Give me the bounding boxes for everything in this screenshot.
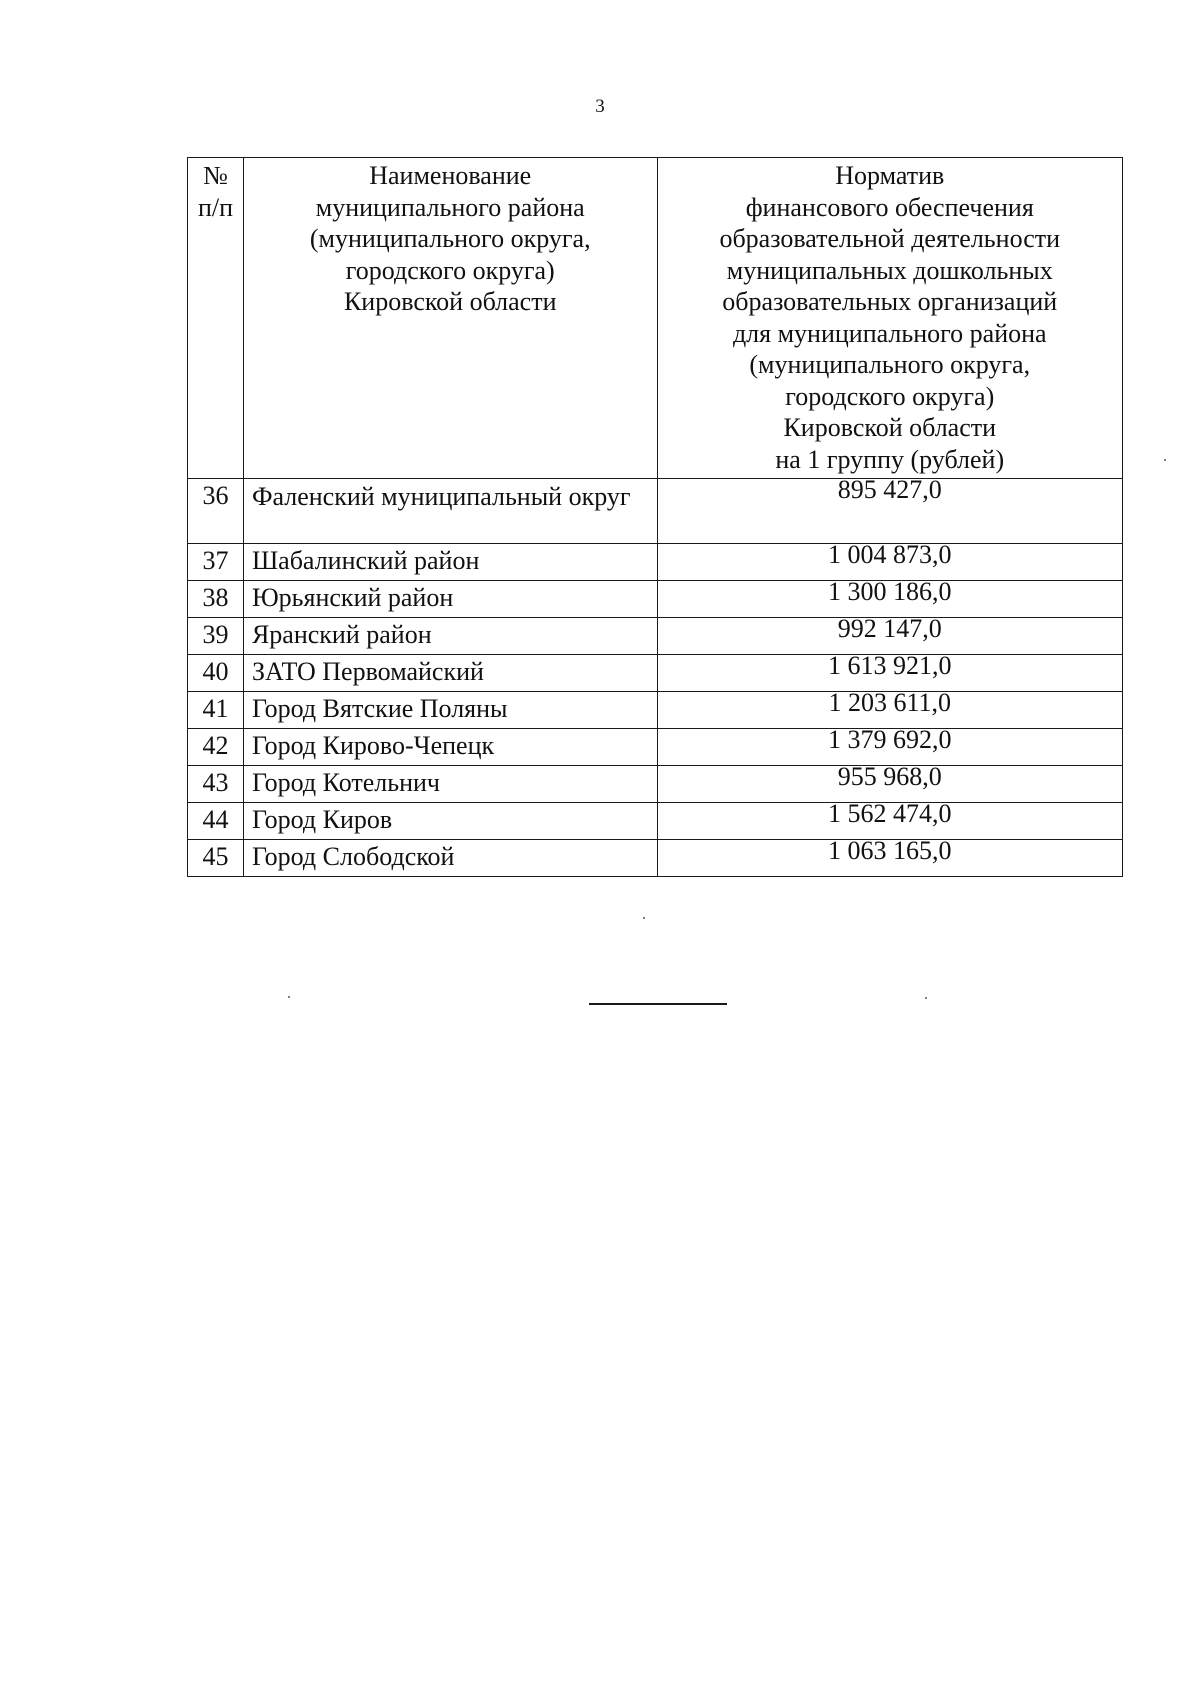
- row-value: 1 063 165,0: [828, 836, 952, 865]
- normative-table: [187, 157, 1123, 877]
- row-value-cell: [657, 688, 1123, 729]
- header-value-line: образовательной деятельности: [719, 224, 1061, 253]
- row-value: 895 427,0: [837, 475, 942, 504]
- row-number: 38: [188, 581, 244, 618]
- table-row: [188, 544, 1123, 581]
- table-row: [188, 803, 1123, 840]
- table-row: [188, 840, 1123, 877]
- row-name: Город Кирово-Чепецк: [243, 729, 657, 766]
- header-name-line: городского округа): [345, 255, 555, 285]
- table-row: [188, 729, 1123, 766]
- row-value: 1 562 474,0: [828, 799, 952, 828]
- header-value-line: муниципальных дошкольных: [726, 255, 1053, 285]
- table-row: [188, 581, 1123, 618]
- row-name: Город Киров: [243, 803, 657, 840]
- row-value: 1 203 611,0: [828, 688, 952, 717]
- row-name: Город Котельнич: [243, 766, 657, 803]
- row-value: 1 004 873,0: [828, 540, 952, 569]
- row-number: 45: [188, 840, 244, 877]
- row-value-cell: [657, 614, 1123, 655]
- row-number: 37: [188, 544, 244, 581]
- row-value: 1 613 921,0: [828, 651, 952, 680]
- header-value-line: Кировской области: [783, 413, 997, 442]
- closing-rule: [589, 1003, 727, 1005]
- header-value-line: Норматив: [835, 161, 945, 190]
- row-value-cell: [657, 799, 1123, 840]
- row-value-cell: [657, 651, 1123, 692]
- table-row: [188, 479, 1123, 544]
- row-value-cell: [657, 836, 1123, 877]
- row-value: 992 147,0: [837, 614, 942, 643]
- row-number: 36: [188, 479, 244, 544]
- header-value-line: городского округа): [785, 381, 995, 411]
- row-value-cell: [657, 475, 1123, 544]
- header-value-line: на 1 группу (рублей): [775, 444, 1005, 474]
- row-number: 43: [188, 766, 244, 803]
- row-value: 955 968,0: [837, 762, 942, 791]
- row-value-cell: [657, 762, 1123, 803]
- row-value-cell: [657, 577, 1123, 618]
- row-number: 41: [188, 692, 244, 729]
- table-row: [188, 692, 1123, 729]
- header-value-line: (муниципального округа,: [749, 350, 1031, 379]
- row-value: 1 300 186,0: [828, 577, 952, 606]
- row-name: Яранский район: [243, 618, 657, 655]
- header-number-line: п/п: [197, 192, 233, 222]
- header-value-line: для муниципального района: [732, 318, 1047, 348]
- row-number: 40: [188, 655, 244, 692]
- header-number: [188, 158, 244, 479]
- row-name: Юрьянский район: [243, 581, 657, 618]
- page-number: 3: [595, 96, 605, 117]
- header-value-line: финансового обеспечения: [745, 192, 1034, 222]
- row-name: Фаленский муниципальный округ: [243, 479, 657, 544]
- table-row: [188, 655, 1123, 692]
- row-value: 1 379 692,0: [828, 725, 952, 754]
- row-name: Город Вятские Поляны: [243, 692, 657, 729]
- header-name-line: (муниципального округа,: [309, 224, 591, 253]
- header-value-line: образовательных организаций: [722, 287, 1058, 316]
- table-header-row: [188, 158, 1123, 479]
- header-name-line: Наименование: [369, 161, 532, 190]
- scan-speck: [288, 996, 290, 998]
- header-name-line: Кировской области: [343, 287, 557, 316]
- header-name: [243, 158, 657, 479]
- row-name: Шабалинский район: [243, 544, 657, 581]
- row-value-cell: [657, 540, 1123, 581]
- table-row: [188, 618, 1123, 655]
- scan-speck: [1164, 459, 1166, 461]
- row-number: 44: [188, 803, 244, 840]
- row-value-cell: [657, 725, 1123, 766]
- row-number: 42: [188, 729, 244, 766]
- table-row: [188, 766, 1123, 803]
- header-number-line: №: [203, 161, 228, 190]
- row-name: Город Слободской: [243, 840, 657, 877]
- scan-speck: [925, 997, 927, 999]
- row-number: 39: [188, 618, 244, 655]
- scan-speck: [643, 917, 645, 919]
- row-name: ЗАТО Первомайский: [243, 655, 657, 692]
- header-name-line: муниципального района: [315, 192, 585, 222]
- header-value: [657, 158, 1123, 479]
